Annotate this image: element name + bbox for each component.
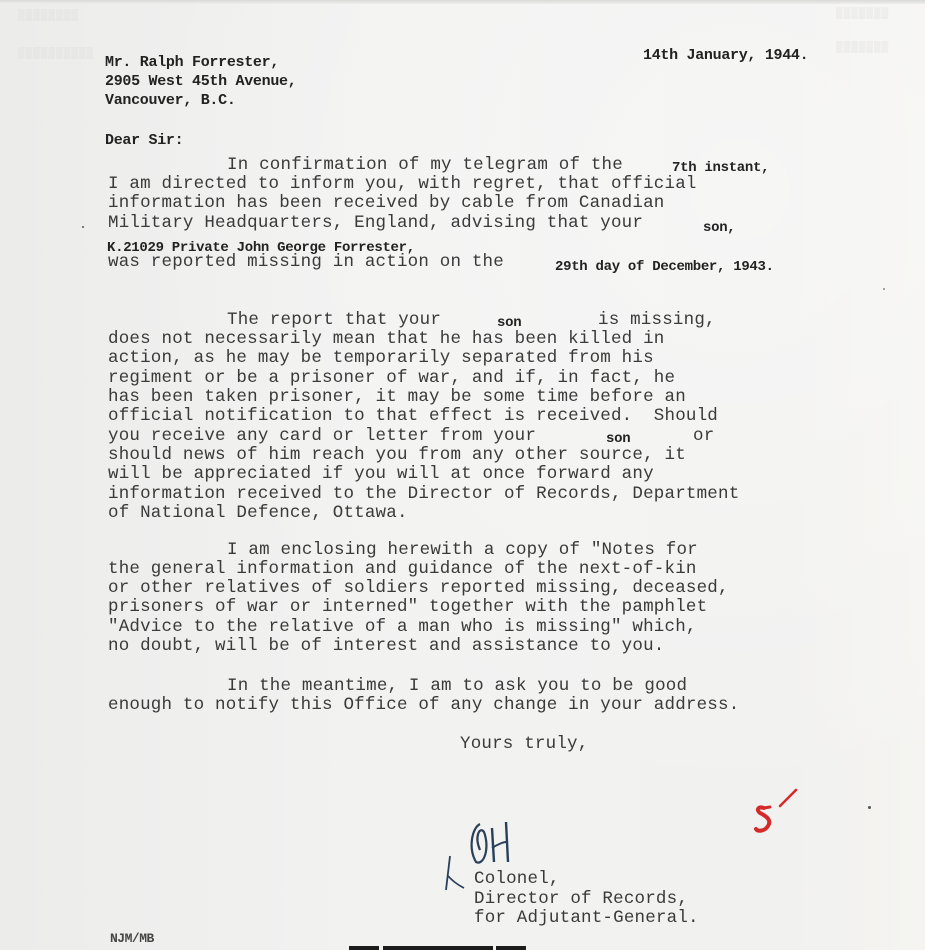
p1-line-3: information has been received by cable from Canadian — [108, 193, 665, 213]
p2-line-11: of National Defence, Ottawa. — [108, 503, 408, 523]
relation-fill: son, — [703, 220, 736, 236]
p2-line-7-suffix: or — [693, 426, 715, 446]
letter-date: 14th January, 1944. — [643, 47, 809, 64]
p2-line-9: will be appreciated if you will at once forward any — [108, 464, 654, 484]
p1-line-1: In confirmation of my telegram of the — [227, 155, 623, 175]
p3-line-5: "Advice to the relative of a man who is missing" which, — [108, 617, 697, 637]
p2-line-3: action, as he may be temporarily separated from his — [108, 348, 654, 368]
bleed-through-mark: ▒▒▒▒▒▒▒▒▒▒ — [18, 48, 95, 60]
telegram-date-fill: 7th instant, — [672, 160, 770, 176]
red-annotation-mark-icon — [752, 786, 802, 838]
closing: Yours truly, — [460, 734, 589, 754]
p2-line-1: The report that your — [227, 310, 442, 330]
p2-line-2: does not necessarily mean that he has been killed in — [108, 329, 665, 349]
p4-line-1: In the meantime, I am to ask you to be good — [227, 676, 688, 696]
soldier-name-fill: K.21029 Private John George Forrester, — [107, 240, 415, 256]
signatory-rank: Colonel, — [474, 869, 560, 889]
p1-line-5: was reported missing in action on the — [108, 252, 504, 272]
p2-line-8: should news of him reach you from any other source, it — [108, 445, 686, 465]
p3-line-2: the general information and guidance of the next-of-kin — [108, 559, 697, 579]
p4-line-2: enough to notify this Office of any change in your address. — [108, 695, 740, 715]
bleed-through-mark: ▒▒▒▒▒▒▒▒ — [18, 10, 79, 22]
p3-line-1: I am enclosing herewith a copy of "Notes for — [227, 540, 698, 560]
scan-edge-bar — [383, 946, 493, 950]
p3-line-3: or other relatives of soldiers reported missing, deceased, — [108, 578, 729, 598]
p2-line-6: official notification to that effect is received. Should — [108, 406, 718, 426]
p2-line-5: has been taken prisoner, it may be some time before an — [108, 387, 686, 407]
salutation: Dear Sir: — [105, 132, 184, 149]
relation-fill: son — [606, 431, 631, 447]
p2-line-1-suffix: is missing, — [598, 310, 716, 330]
p3-line-6: no doubt, will be of interest and assistance to you. — [108, 636, 665, 656]
bleed-through-mark: ▒▒▒▒▒▒▒ — [836, 42, 890, 54]
signatory-title: Director of Records, — [474, 889, 689, 909]
paper-speck — [82, 226, 84, 228]
scan-top-edge — [0, 0, 925, 4]
p1-line-4: Military Headquarters, England, advising that your — [108, 213, 644, 233]
p2-line-4: regiment or be a prisoner of war, and if, in fact, he — [108, 368, 676, 388]
signatory-on-behalf: for Adjutant-General. — [474, 908, 699, 928]
p3-line-4: prisoners of war or interned" together with the pamphlet — [108, 597, 708, 617]
scan-edge-bar — [496, 946, 526, 950]
p2-line-10: information received to the Director of Records, Department — [108, 484, 740, 504]
paper-speck — [868, 806, 871, 809]
recipient-city: Vancouver, B.C. — [105, 92, 236, 109]
recipient-street: 2905 West 45th Avenue, — [105, 73, 297, 90]
p2-line-7: you receive any card or letter from your — [108, 426, 537, 446]
scan-edge-bar — [349, 946, 379, 950]
paper-speck — [883, 288, 885, 290]
reference-initials: NJM/MB — [110, 931, 154, 946]
recipient-name: Mr. Ralph Forrester, — [105, 54, 280, 71]
bleed-through-mark: ▒▒▒▒▒▒▒ — [836, 8, 890, 20]
missing-date-fill: 29th day of December, 1943. — [555, 259, 774, 275]
relation-fill: son — [497, 315, 522, 331]
p1-line-2: I am directed to inform you, with regret, that official — [108, 174, 697, 194]
